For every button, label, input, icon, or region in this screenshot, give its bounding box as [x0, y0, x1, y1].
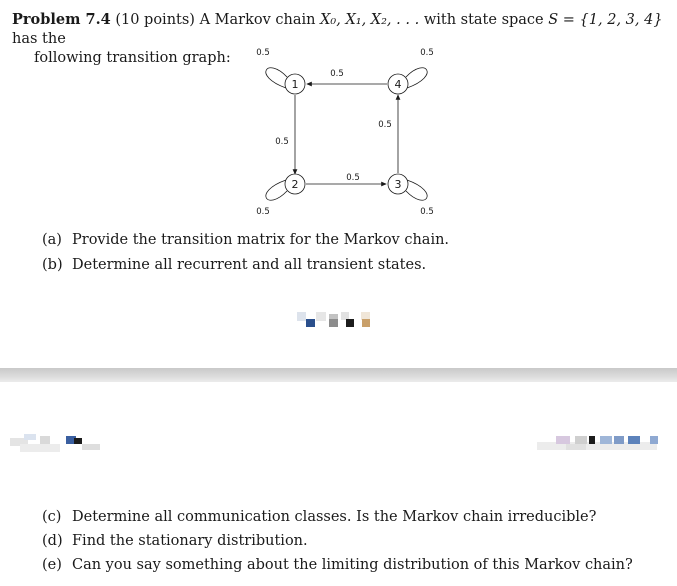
- question-a: (a) Provide the transition matrix for the Markov chain.: [42, 232, 450, 248]
- prob-loop-2: 0.5: [256, 207, 270, 217]
- state-label-3: 3: [394, 178, 402, 191]
- state-label-2: 2: [291, 178, 299, 191]
- state-space-text: with state space: [423, 12, 544, 28]
- transition-graph: [240, 44, 450, 224]
- problem-title: Problem 7.4: [12, 11, 111, 28]
- prob-edge-2-3: 0.5: [346, 173, 360, 183]
- prob-loop-4: 0.5: [420, 48, 434, 58]
- loop-2: [266, 180, 287, 200]
- state-space: S = {1, 2, 3, 4}: [548, 12, 663, 28]
- chain-notation: X₀, X₁, X₂, . . .: [320, 12, 420, 28]
- state-label-1: 1: [291, 78, 299, 91]
- prob-loop-3: 0.5: [420, 207, 434, 217]
- prob-loop-1: 0.5: [256, 48, 270, 58]
- loop-1: [266, 68, 287, 88]
- prob-edge-4-1: 0.5: [330, 69, 344, 79]
- problem-line-2: following transition graph:: [34, 50, 231, 66]
- has-the-text: has the: [12, 31, 66, 47]
- problem-points: (10 points): [115, 12, 195, 28]
- question-e: (e) Can you say something about the limiting distribution of this Markov chain?: [42, 557, 633, 573]
- question-d: (d) Find the stationary distribution.: [42, 533, 308, 549]
- question-c: (c) Determine all communication classes. Is the Markov chain irreducible?: [42, 509, 597, 525]
- problem-page-bottom: [0, 382, 677, 586]
- problem-intro: A Markov chain: [199, 12, 316, 28]
- prob-edge-3-4: 0.5: [378, 120, 392, 130]
- state-label-4: 4: [394, 78, 402, 91]
- question-b: (b) Determine all recurrent and all transient states.: [42, 257, 427, 273]
- page-divider: [0, 368, 677, 382]
- prob-edge-1-2: 0.5: [275, 137, 289, 147]
- loop-3: [406, 180, 427, 200]
- loop-4: [406, 68, 427, 88]
